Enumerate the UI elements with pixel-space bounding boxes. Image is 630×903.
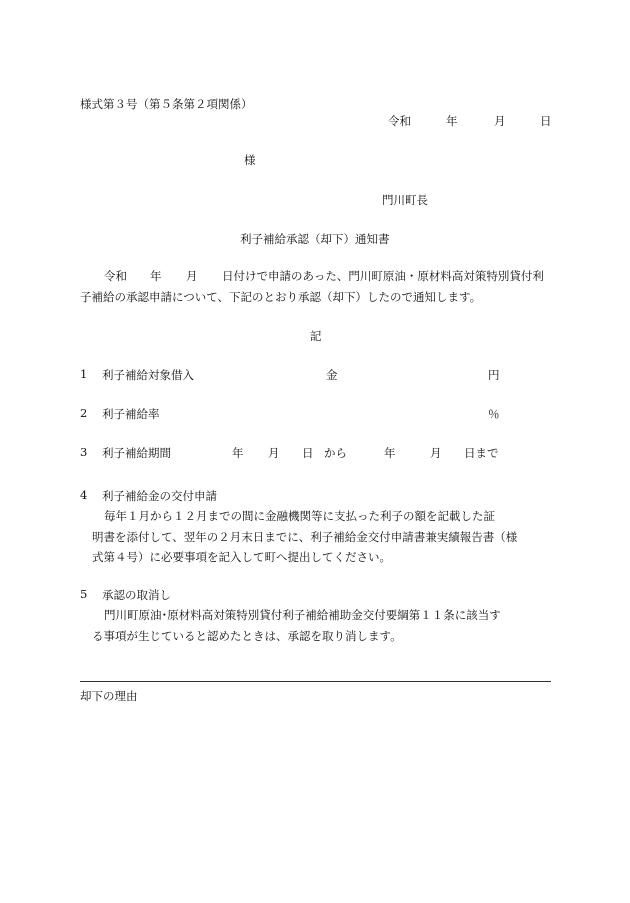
period-from-month: 月 (268, 446, 280, 460)
issue-date-era: 令和 (388, 114, 411, 128)
item-interest-period (80, 445, 510, 461)
form-label: 様式第３号（第５条第２項関係） (80, 97, 253, 111)
issuer: 門川町長 (382, 193, 428, 207)
section-number: 5 (80, 587, 88, 601)
body-era: 令和 (104, 269, 127, 283)
item-unit: ％ (488, 407, 500, 421)
section-line: 明書を添付して、翌年の２月末日までに、利子補給金交付申請書兼実績報告書（様 (92, 530, 518, 544)
ki-label: 記 (310, 329, 322, 343)
document-title: 利子補給承認（却下）通知書 (240, 232, 390, 246)
body-line1-rest: 日付けで申請のあった、門川町原油・原材料高対策特別貸付利 (222, 269, 544, 283)
item-interest-rate (80, 406, 510, 422)
item-label: 利子補給率 (102, 407, 160, 421)
item-loan-amount (80, 367, 510, 383)
section-heading: 承認の取消し (102, 588, 171, 602)
body-year: 年 (150, 269, 162, 283)
period-kara: から (324, 446, 347, 460)
item-prefix: 金 (326, 368, 338, 382)
period-from-year: 年 (232, 446, 244, 460)
item-unit: 円 (488, 368, 500, 382)
section-line: 毎年１月から１２月までの間に金融機関等に支払った利子の額を記載した証 (104, 509, 495, 523)
section-line: 門川町原油･原材料高対策特別貸付利子補給補助金交付要綱第１１条に該当す (104, 608, 501, 622)
divider-line (80, 681, 551, 682)
issue-date-day: 日 (540, 114, 552, 128)
period-from-day: 日 (302, 446, 314, 460)
section-line: る事項が生じていると認めたときは、承認を取り消します。 (92, 629, 402, 643)
item-label: 利子補給期間 (102, 446, 171, 460)
period-to-year: 年 (384, 446, 396, 460)
issue-date-year: 年 (446, 114, 458, 128)
rejection-reason-label: 却下の理由 (80, 689, 138, 703)
section-number: 4 (80, 488, 88, 502)
item-number: 2 (80, 406, 88, 420)
issue-date-month: 月 (494, 114, 506, 128)
item-number: 1 (80, 367, 88, 381)
period-to-month: 月 (430, 446, 442, 460)
body-line2: 子補給の承認申請について、下記のとおり承認（却下）したので通知します。 (80, 290, 482, 304)
section-heading: 利子補給金の交付申請 (102, 489, 217, 503)
period-to-day: 日まで (464, 446, 499, 460)
section-line: 式第４号）に必要事項を記入して町へ提出してください。 (92, 550, 391, 564)
item-number: 3 (80, 445, 88, 459)
addressee-suffix: 様 (244, 153, 256, 167)
body-month: 月 (186, 269, 198, 283)
item-label: 利子補給対象借入 (102, 368, 194, 382)
